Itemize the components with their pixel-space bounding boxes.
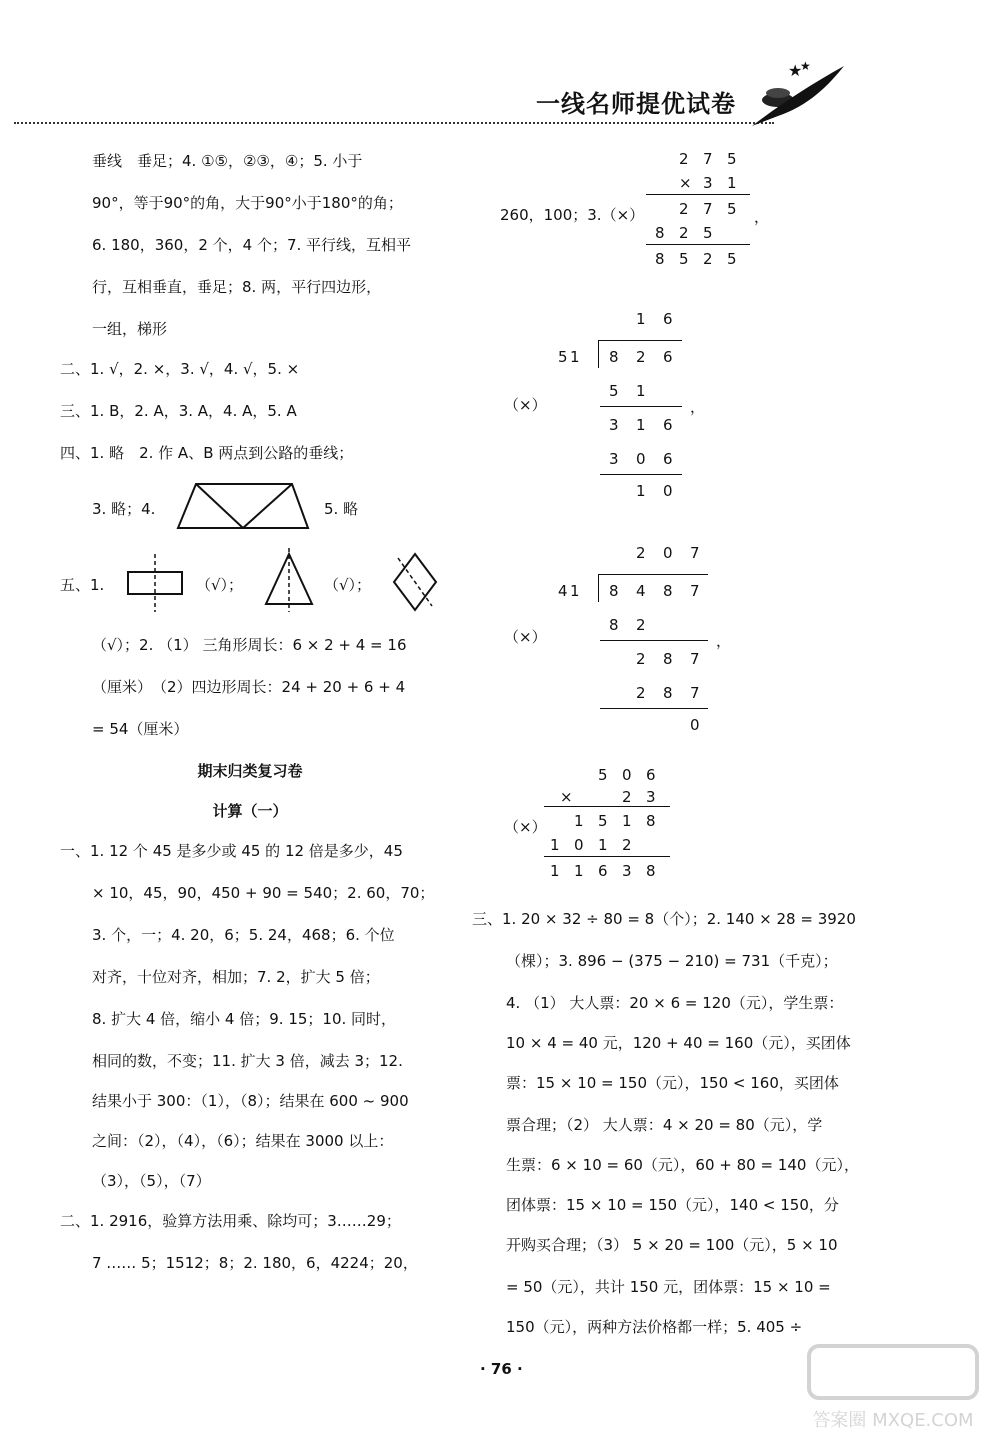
- text-line: 3. 个，一；4. 20，6；5. 24，468；6. 个位: [92, 926, 395, 944]
- wrong-mark: （×）: [504, 818, 547, 836]
- digit: 2: [636, 684, 646, 702]
- text-line: × 10，45，90，450 + 90 = 540；2. 60，70；: [92, 884, 435, 902]
- comma: ，: [716, 632, 732, 650]
- digit: 8: [663, 684, 673, 702]
- digit: 3: [609, 416, 619, 434]
- digit: 3: [703, 174, 713, 192]
- text-line: （厘米） （2）四边形周长：24 + 20 + 6 + 4: [92, 678, 406, 696]
- digit: 6: [663, 416, 673, 434]
- digit: 8: [663, 582, 673, 600]
- text-line: （棵）；3. 896 − (375 − 210) = 731（千克）；: [506, 952, 838, 970]
- digit: 8: [663, 650, 673, 668]
- calc-prefix: 260，100；3.（×）: [500, 206, 645, 224]
- rhombus-symmetry-figure: [392, 550, 438, 614]
- text-line: 结果小于 300：（1），（8）；结果在 600 ~ 900: [92, 1092, 409, 1110]
- text-line: 3. 略；4.: [92, 500, 156, 518]
- text-line: 团体票：15 × 10 = 150（元），140 < 150，分: [506, 1196, 839, 1214]
- digit: 7: [690, 684, 700, 702]
- text-line: 四、1. 略 2. 作 A、B 两点到公路的垂线；: [60, 444, 354, 462]
- watermark-logo: [805, 1342, 985, 1432]
- digit: 6: [663, 450, 673, 468]
- text-line: 7 …… 5；1512；8；2. 180，6，4224；20，: [92, 1254, 418, 1272]
- digit: 4: [636, 582, 646, 600]
- section-title: 期末归类复习卷: [197, 762, 303, 780]
- digit: 1: [727, 174, 737, 192]
- calc-rule: [544, 856, 670, 857]
- digit: 5: [609, 382, 619, 400]
- text-line: 150（元），两种方法价格都一样；5. 405 ÷: [506, 1318, 803, 1336]
- comma: ，: [754, 208, 770, 226]
- digit: 1: [622, 812, 632, 830]
- digit: 2: [679, 200, 689, 218]
- text-line: （3），（5），（7）: [92, 1172, 211, 1190]
- digit: ×: [679, 174, 692, 192]
- digit: 7: [690, 582, 700, 600]
- digit: 8: [609, 616, 619, 634]
- text-line: （√）；2. （1） 三角形周长：6 × 2 + 4 = 16: [92, 636, 407, 654]
- digit: 8: [646, 812, 656, 830]
- comma: ，: [690, 398, 706, 416]
- digit: 7: [703, 150, 713, 168]
- calc-rule: [598, 574, 708, 575]
- digit: 1: [574, 812, 584, 830]
- digit: 2: [636, 650, 646, 668]
- wrong-mark: （×）: [504, 396, 547, 414]
- calc-rule: [600, 708, 708, 709]
- text-line: = 54（厘米）: [92, 720, 189, 738]
- text-line: 90°，等于90°的角，大于90°小于180°的角；: [92, 194, 403, 212]
- watermark-text: 答案圈 MXQE.COM: [812, 1410, 974, 1431]
- text-line: （√）；: [324, 576, 372, 594]
- text-line: 三、1. 20 × 32 ÷ 80 = 8（个）；2. 140 × 28 = 3920: [472, 910, 856, 928]
- text-line: 二、1. √，2. ×，3. √，4. √，5. ×: [60, 360, 300, 378]
- text-line: 6. 180，360，2 个，4 个；7. 平行线，互相平: [92, 236, 412, 254]
- division-bracket: [598, 574, 599, 602]
- digit: ×: [560, 788, 573, 806]
- digit: 2: [636, 616, 646, 634]
- digit: 3: [646, 788, 656, 806]
- digit: 1: [636, 382, 646, 400]
- digit: 7: [690, 650, 700, 668]
- digit: 1: [550, 836, 560, 854]
- text-line: 三、1. B，2. A，3. A，4. A，5. A: [60, 402, 297, 420]
- digit: 6: [598, 862, 608, 880]
- digit: 1: [636, 416, 646, 434]
- digit: 5: [598, 812, 608, 830]
- calc-rule: [544, 806, 670, 807]
- calc-rule: [646, 244, 750, 245]
- digit: 8: [646, 862, 656, 880]
- digit: 5: [558, 348, 568, 366]
- digit: 1: [550, 862, 560, 880]
- calc-rule: [600, 640, 708, 641]
- digit: 0: [690, 716, 700, 734]
- digit: 1: [570, 582, 580, 600]
- text-line: = 50（元），共计 150 元，团体票：15 × 10 =: [506, 1278, 831, 1296]
- digit: 6: [646, 766, 656, 784]
- digit: 2: [679, 224, 689, 242]
- header-title: 一线名师提优试卷: [536, 89, 736, 118]
- text-line: 票合理；（2） 大人票：4 × 20 = 80（元），学: [506, 1116, 823, 1134]
- digit: 5: [727, 200, 737, 218]
- svg-text:★: ★: [788, 61, 803, 80]
- digit: 0: [663, 544, 673, 562]
- calc-rule: [600, 474, 682, 475]
- digit: 1: [636, 310, 646, 328]
- trapezoid-figure: [176, 482, 312, 532]
- text-line: 相同的数，不变；11. 扩大 3 倍，减去 3；12.: [92, 1052, 403, 1070]
- text-line: 垂线 垂足；4. ①⑤，②③，④；5. 小于: [92, 152, 363, 170]
- digit: 8: [609, 582, 619, 600]
- digit: 0: [574, 836, 584, 854]
- calc-rule: [600, 406, 682, 407]
- digit: 2: [622, 788, 632, 806]
- digit: 2: [703, 250, 713, 268]
- digit: 7: [703, 200, 713, 218]
- wrong-mark: （×）: [504, 628, 547, 646]
- digit: 0: [663, 482, 673, 500]
- triangle-symmetry-figure: [264, 548, 314, 612]
- text-line: 之间：（2），（4），（6）；结果在 3000 以上：: [92, 1132, 394, 1150]
- page-number: · 76 ·: [480, 1360, 523, 1378]
- header-divider: [14, 122, 774, 124]
- calc-rule: [598, 340, 682, 341]
- calc-rule: [646, 194, 750, 195]
- text-line: 8. 扩大 4 倍，缩小 4 倍；9. 15；10. 同时，: [92, 1010, 397, 1028]
- digit: 4: [558, 582, 568, 600]
- quill-logo-icon: [748, 56, 848, 128]
- svg-text:★: ★: [800, 59, 811, 73]
- text-line: 一、1. 12 个 45 是多少或 45 的 12 倍是多少，45: [60, 842, 403, 860]
- digit: 6: [663, 310, 673, 328]
- digit: 5: [727, 150, 737, 168]
- rectangle-symmetry-figure: [126, 552, 184, 614]
- digit: 6: [663, 348, 673, 366]
- digit: 0: [622, 766, 632, 784]
- digit: 5: [727, 250, 737, 268]
- text-line: 对齐，十位对齐，相加；7. 2，扩大 5 倍；: [92, 968, 380, 986]
- digit: 1: [636, 482, 646, 500]
- digit: 5: [598, 766, 608, 784]
- text-line: 开购买合理；（3） 5 × 20 = 100（元），5 × 10: [506, 1236, 838, 1254]
- digit: 8: [655, 224, 665, 242]
- digit: 5: [679, 250, 689, 268]
- digit: 2: [636, 544, 646, 562]
- text-line: （√）；: [196, 576, 244, 594]
- text-line: 10 × 4 = 40 元，120 + 40 = 160（元），买团体: [506, 1034, 851, 1052]
- digit: 8: [655, 250, 665, 268]
- text-line: 行，互相垂直，垂足；8. 两，平行四边形，: [92, 278, 382, 296]
- digit: 2: [679, 150, 689, 168]
- text-line: 5. 略: [324, 500, 359, 518]
- digit: 2: [622, 836, 632, 854]
- text-line: 票：15 × 10 = 150（元），150 < 160，买团体: [506, 1074, 839, 1092]
- subsection-title: 计算（一）: [212, 802, 288, 820]
- digit: 7: [690, 544, 700, 562]
- digit: 2: [636, 348, 646, 366]
- text-line: 二、1. 2916，验算方法用乘、除均可；3……29；: [60, 1212, 401, 1230]
- digit: 0: [636, 450, 646, 468]
- digit: 1: [598, 836, 608, 854]
- division-bracket: [598, 340, 599, 368]
- digit: 8: [609, 348, 619, 366]
- text-line: 4. （1） 大人票：20 × 6 = 120（元），学生票：: [506, 994, 844, 1012]
- text-line: 五、1.: [60, 576, 105, 594]
- digit: 1: [574, 862, 584, 880]
- digit: 3: [622, 862, 632, 880]
- digit: 1: [570, 348, 580, 366]
- text-line: 一组，梯形: [92, 320, 168, 338]
- text-line: 生票：6 × 10 = 60（元），60 + 80 = 140（元），: [506, 1156, 859, 1174]
- digit: 5: [703, 224, 713, 242]
- digit: 3: [609, 450, 619, 468]
